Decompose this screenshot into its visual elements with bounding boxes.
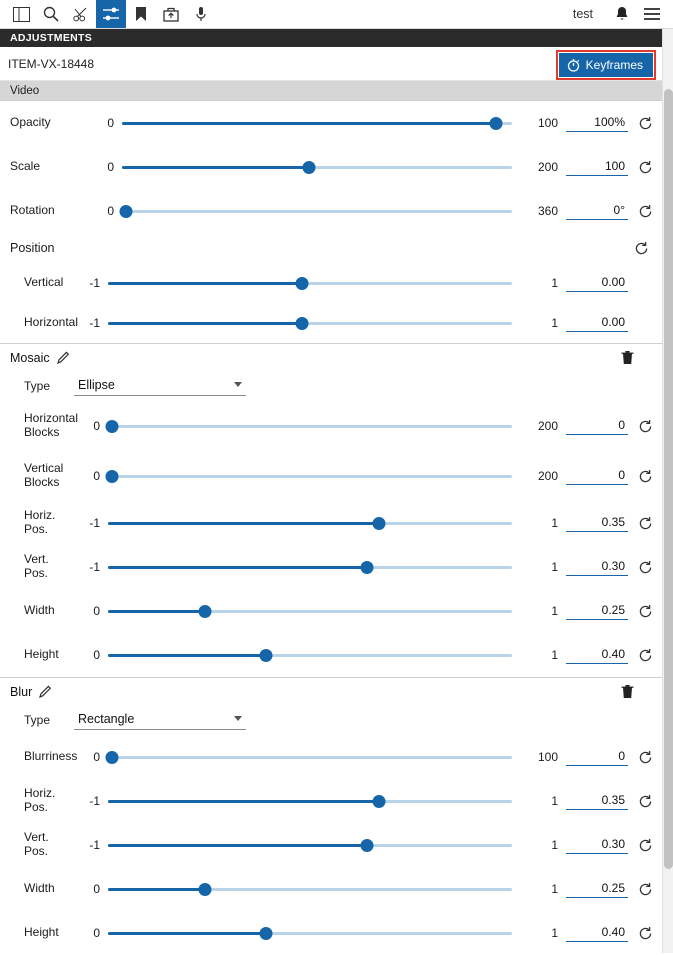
control-row-blur-horiz-pos: [0, 779, 662, 823]
slider-fill: [108, 800, 379, 803]
control-label: Width: [24, 881, 55, 896]
blur-type-select[interactable]: [74, 711, 246, 730]
keyframes-highlight: [556, 50, 656, 80]
mosaic-title: Mosaic: [10, 350, 50, 365]
slider-min-label: -1: [89, 516, 100, 530]
control-row-rotation: [0, 189, 662, 233]
control-label: Vertical: [24, 275, 64, 290]
menu-icon[interactable]: [637, 0, 667, 28]
reset-icon[interactable]: [628, 838, 662, 853]
control-row-mosaic-width: [0, 589, 662, 633]
control-label: Type: [24, 379, 51, 393]
reset-icon[interactable]: [628, 750, 662, 765]
control-row-blurriness: [0, 735, 662, 779]
control-label: Opacity: [10, 115, 51, 130]
reset-icon[interactable]: [628, 882, 662, 897]
reset-icon[interactable]: [628, 160, 662, 175]
control-label: Vertical Blocks: [24, 461, 64, 489]
slider-max-label: 1: [551, 276, 558, 290]
control-label: Horizontal: [24, 315, 79, 330]
slider-knob[interactable]: [198, 605, 211, 618]
control-row-opacity: [0, 101, 662, 145]
trash-icon[interactable]: [621, 350, 634, 365]
control-label: Vert. Pos.: [24, 830, 49, 858]
control-row-scale: [0, 145, 662, 189]
slider-min-label: 0: [93, 419, 100, 433]
slider-knob[interactable]: [372, 795, 385, 808]
control-row-blur-width: [0, 867, 662, 911]
slider-knob[interactable]: [106, 420, 119, 433]
position-label: Position: [10, 241, 55, 255]
slider-max-label: 200: [537, 160, 558, 174]
slider-fill: [108, 566, 367, 569]
item-header-row: [0, 47, 662, 81]
reset-icon[interactable]: [628, 560, 662, 575]
slider-knob[interactable]: [490, 117, 503, 130]
control-label: Blurriness: [24, 749, 78, 764]
control-row-mosaic-horiz-pos: [0, 501, 662, 545]
slider-mosaic-height[interactable]: [108, 646, 512, 664]
pencil-icon[interactable]: [39, 685, 52, 698]
slider-fill: [108, 844, 367, 847]
value-input-mosaic-vert-pos[interactable]: 0.30: [566, 558, 628, 576]
slider-position-vertical[interactable]: [108, 274, 512, 292]
value-input-blur-height[interactable]: 0.40: [566, 924, 628, 942]
blur-type-value: Rectangle: [78, 711, 135, 726]
slider-knob[interactable]: [259, 649, 272, 662]
pencil-icon[interactable]: [57, 351, 70, 364]
slider-position-horizontal[interactable]: [108, 314, 512, 332]
user-label[interactable]: test: [572, 7, 593, 21]
slider-min-label: -1: [89, 276, 100, 290]
slider-min-label: 0: [107, 204, 114, 218]
slider-min-label: -1: [89, 838, 100, 852]
cut-icon[interactable]: [66, 0, 96, 28]
slider-max-label: 1: [551, 604, 558, 618]
blur-title: Blur: [10, 684, 33, 699]
control-label: Rotation: [10, 203, 55, 218]
slider-blurriness[interactable]: [108, 748, 512, 766]
slider-max-label: 1: [551, 838, 558, 852]
slider-max-label: 360: [537, 204, 558, 218]
control-row-mosaic-height: [0, 633, 662, 677]
adjustments-panel: [0, 29, 662, 955]
slider-fill: [122, 166, 309, 169]
slider-blur-width[interactable]: [108, 880, 512, 898]
slider-fill: [108, 888, 205, 891]
control-label: Vert. Pos.: [24, 552, 49, 580]
control-label: Horizontal Blocks: [24, 411, 79, 439]
slider-mosaic-vertical-blocks[interactable]: [108, 467, 512, 485]
reset-icon[interactable]: [628, 116, 662, 131]
blur-type-row: [0, 705, 662, 735]
mosaic-type-select[interactable]: [74, 377, 246, 396]
slider-blur-horiz-pos[interactable]: [108, 792, 512, 810]
search-icon[interactable]: [36, 0, 66, 28]
value-input-position-vertical[interactable]: 0.00: [566, 274, 628, 292]
value-input-scale[interactable]: 100: [566, 158, 628, 176]
reset-icon[interactable]: [628, 794, 662, 809]
slider-max-label: 1: [551, 560, 558, 574]
microphone-icon[interactable]: [186, 0, 216, 28]
export-icon[interactable]: [156, 0, 186, 28]
slider-max-label: 1: [551, 794, 558, 808]
slider-min-label: 0: [93, 750, 100, 764]
slider-fill: [122, 122, 496, 125]
keyframes-label: Keyframes: [585, 58, 643, 72]
slider-fill: [108, 522, 379, 525]
slider-mosaic-horiz-pos[interactable]: [108, 514, 512, 532]
value-input-mosaic-horiz-pos[interactable]: 0.35: [566, 514, 628, 532]
slider-fill: [108, 932, 266, 935]
reset-icon[interactable]: [628, 469, 662, 484]
slider-knob[interactable]: [372, 517, 385, 530]
tag-icon[interactable]: [126, 0, 156, 28]
mosaic-type-value: Ellipse: [78, 377, 115, 392]
control-row-mosaic-vertical-blocks: [0, 451, 662, 501]
control-row-position-horizontal: [0, 303, 662, 343]
slider-knob[interactable]: [259, 927, 272, 940]
slider-knob[interactable]: [295, 277, 308, 290]
slider-min-label: 0: [93, 604, 100, 618]
slider-track: [108, 425, 512, 428]
chevron-down-icon: [234, 382, 242, 387]
slider-fill: [108, 322, 302, 325]
value-input-blur-width[interactable]: 0.25: [566, 880, 628, 898]
adjustments-icon[interactable]: [96, 0, 126, 28]
slider-max-label: 200: [537, 419, 558, 433]
control-label: Height: [24, 647, 59, 662]
slider-fill: [108, 282, 302, 285]
control-label: Width: [24, 603, 55, 618]
keyframes-button[interactable]: [559, 53, 653, 77]
chevron-down-icon: [234, 716, 242, 721]
value-input-blur-vert-pos[interactable]: 0.30: [566, 836, 628, 854]
slider-blur-vert-pos[interactable]: [108, 836, 512, 854]
control-row-mosaic-horizontal-blocks: [0, 401, 662, 451]
mosaic-type-row: [0, 371, 662, 401]
slider-knob[interactable]: [198, 883, 211, 896]
slider-mosaic-horizontal-blocks[interactable]: [108, 417, 512, 435]
slider-max-label: 1: [551, 926, 558, 940]
slider-blur-height[interactable]: [108, 924, 512, 942]
slider-opacity[interactable]: [122, 114, 512, 132]
value-input-mosaic-width[interactable]: 0.25: [566, 602, 628, 620]
slider-min-label: 0: [93, 648, 100, 662]
slider-max-label: 1: [551, 882, 558, 896]
control-label: Horiz. Pos.: [24, 508, 56, 536]
top-toolbar: [0, 0, 673, 29]
section-header-mosaic: [0, 343, 662, 371]
value-input-opacity[interactable]: 100%: [566, 114, 628, 132]
reset-icon[interactable]: [628, 926, 662, 941]
value-input-blurriness[interactable]: 0: [566, 748, 628, 766]
slider-fill: [108, 610, 205, 613]
slider-track: [108, 475, 512, 478]
control-row-position-vertical: [0, 263, 662, 303]
slider-knob[interactable]: [106, 751, 119, 764]
reset-icon[interactable]: [628, 604, 662, 619]
value-input-rotation[interactable]: 0°: [566, 202, 628, 220]
trash-icon[interactable]: [621, 684, 634, 699]
panel-scrollbar[interactable]: [662, 29, 673, 953]
slider-knob[interactable]: [360, 561, 373, 574]
slider-min-label: -1: [89, 316, 100, 330]
layout-panel-icon[interactable]: [6, 0, 36, 28]
slider-max-label: 200: [537, 469, 558, 483]
section-header-blur: [0, 677, 662, 705]
slider-min-label: -1: [89, 794, 100, 808]
slider-rotation[interactable]: [122, 202, 512, 220]
slider-max-label: 100: [537, 750, 558, 764]
panel-title: ADJUSTMENTS: [0, 29, 662, 47]
control-label: Type: [24, 713, 51, 727]
slider-min-label: 0: [93, 882, 100, 896]
slider-max-label: 1: [551, 316, 558, 330]
slider-knob[interactable]: [106, 470, 119, 483]
scrollbar-thumb[interactable]: [664, 89, 673, 869]
slider-mosaic-width[interactable]: [108, 602, 512, 620]
slider-min-label: 0: [107, 116, 114, 130]
slider-max-label: 1: [551, 516, 558, 530]
slider-track: [122, 210, 512, 213]
reset-icon[interactable]: [628, 516, 662, 531]
slider-min-label: 0: [93, 469, 100, 483]
value-input-position-horizontal[interactable]: 0.00: [566, 314, 628, 332]
item-name-label: ITEM-VX-18448: [8, 56, 95, 71]
control-row-blur-vert-pos: [0, 823, 662, 867]
slider-scale[interactable]: [122, 158, 512, 176]
control-row-mosaic-vert-pos: [0, 545, 662, 589]
value-input-mosaic-vertical-blocks[interactable]: 0: [566, 467, 628, 485]
slider-min-label: -1: [89, 560, 100, 574]
slider-max-label: 1: [551, 648, 558, 662]
reset-icon[interactable]: [628, 204, 662, 219]
control-label: Scale: [10, 159, 41, 174]
reset-icon[interactable]: [628, 648, 662, 663]
section-header-video: Video: [0, 81, 662, 101]
slider-fill: [108, 654, 266, 657]
slider-mosaic-vert-pos[interactable]: [108, 558, 512, 576]
control-label: Height: [24, 925, 59, 940]
value-input-mosaic-horizontal-blocks[interactable]: 0: [566, 417, 628, 435]
slider-knob[interactable]: [119, 205, 132, 218]
position-group-header: [0, 233, 662, 263]
value-input-blur-horiz-pos[interactable]: 0.35: [566, 792, 628, 810]
slider-max-label: 100: [537, 116, 558, 130]
control-label: Horiz. Pos.: [24, 786, 56, 814]
control-row-blur-height: [0, 911, 662, 955]
slider-track: [108, 756, 512, 759]
stopwatch-icon: [567, 58, 580, 72]
slider-knob[interactable]: [303, 161, 316, 174]
slider-min-label: 0: [93, 926, 100, 940]
reset-icon[interactable]: [628, 419, 662, 434]
bell-icon[interactable]: [607, 0, 637, 28]
slider-min-label: 0: [107, 160, 114, 174]
slider-knob[interactable]: [360, 839, 373, 852]
reset-icon[interactable]: [624, 241, 658, 256]
slider-knob[interactable]: [295, 317, 308, 330]
value-input-mosaic-height[interactable]: 0.40: [566, 646, 628, 664]
